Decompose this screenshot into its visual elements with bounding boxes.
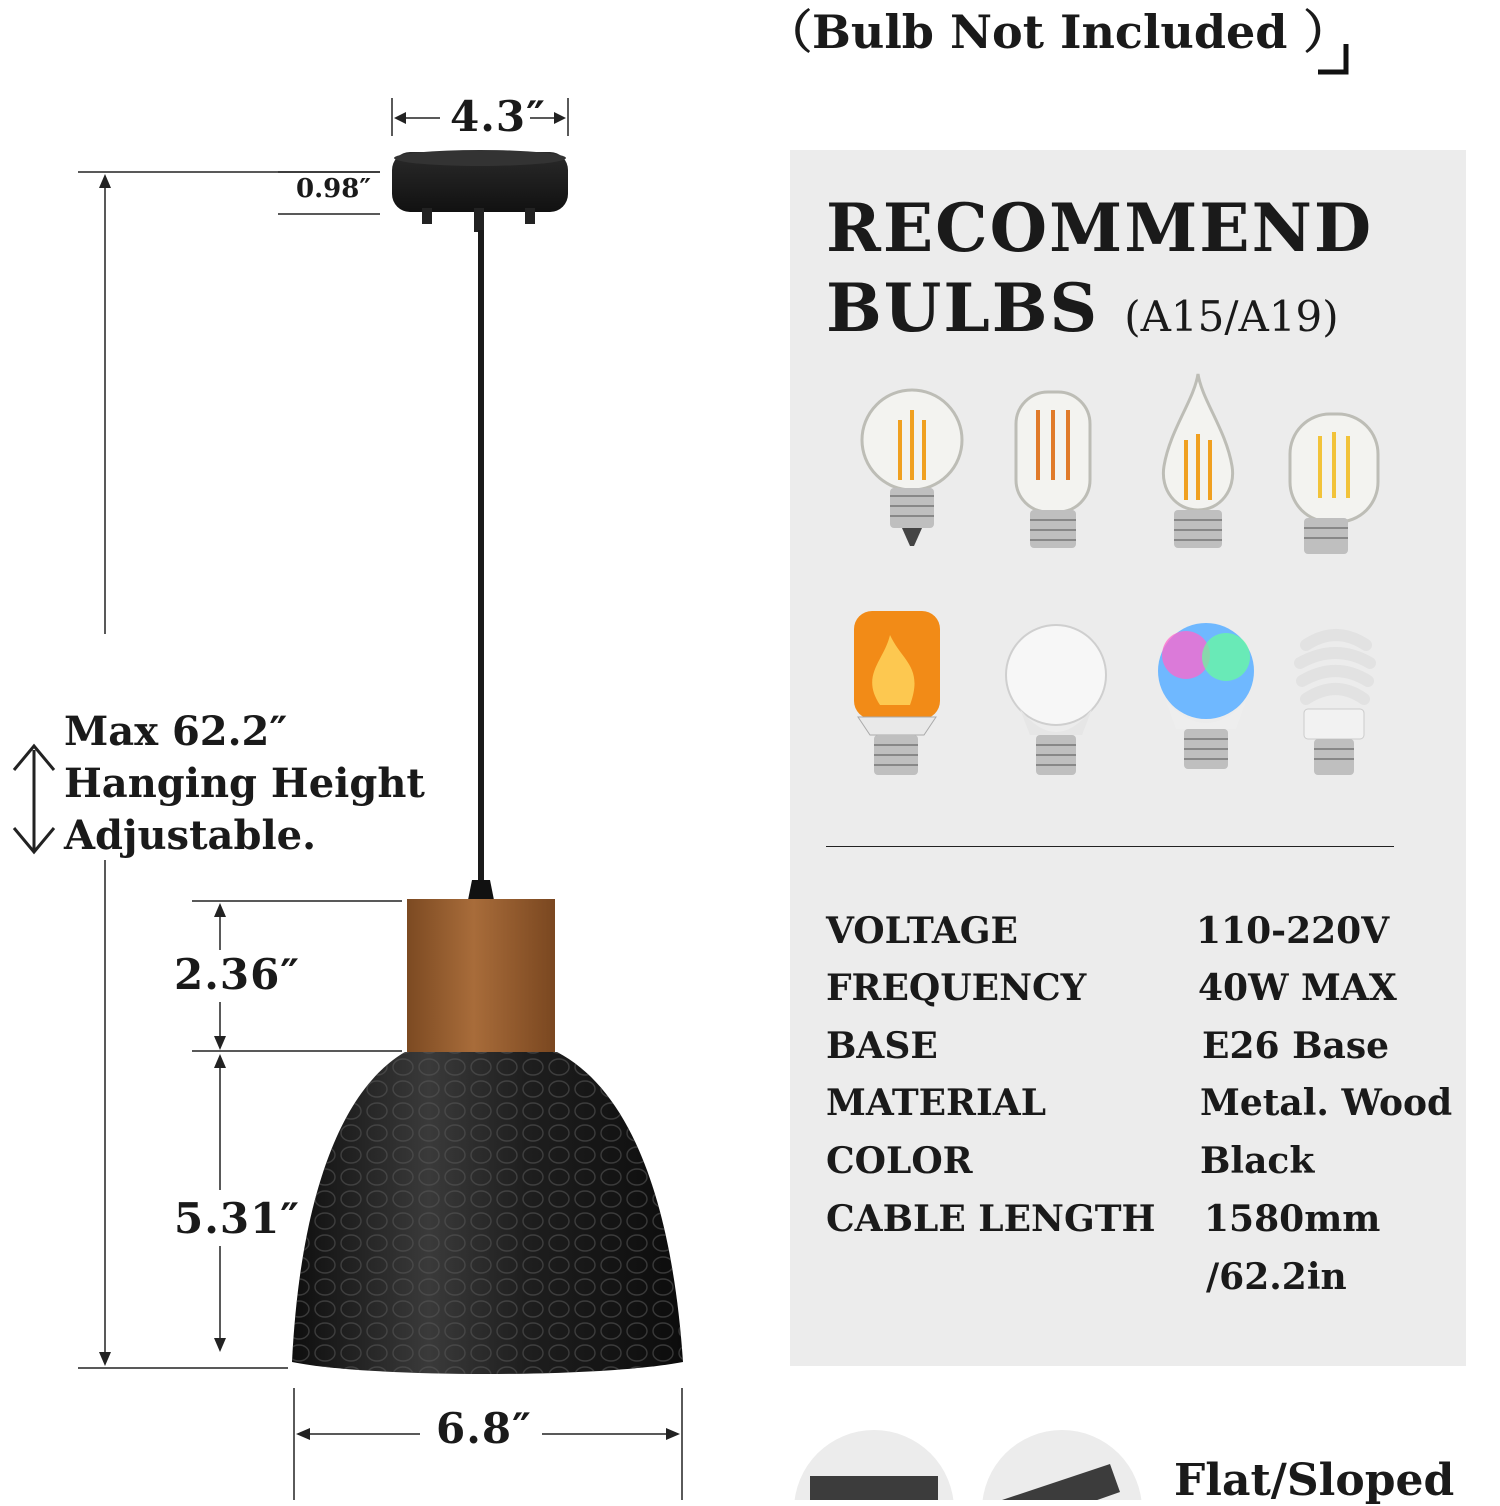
shade-width-label: 6.8″ [436,1404,532,1453]
rgb-smart-bulb-icon [1158,623,1254,769]
divider-line [826,846,1394,847]
shade-height-label: 5.31″ [174,1194,301,1243]
bulb-type-subtitle: (A15/A19) [1124,292,1339,341]
flat-sloped-label: Flat/Sloped [1174,1455,1455,1506]
flat-ceiling-icon [794,1430,954,1500]
bulb-not-included-note: （Bulb Not Included ） [766,5,1350,59]
white-led-bulb-icon [1006,625,1106,775]
spec-value-base: E26 Base [1202,1025,1389,1067]
spec-value-voltage: 110-220V [1196,910,1390,952]
flame-effect-bulb-icon [854,611,940,775]
filament-candle-bulb-icon [1163,374,1232,548]
spec-value-color: Black [1200,1140,1315,1182]
corner-mark [1310,40,1350,76]
wood-height-label: 2.36″ [174,950,301,999]
spiral-cfl-bulb-icon [1300,635,1370,775]
recommend-bulbs-title [826,188,1373,357]
spec-label-frequency: FREQUENCY [826,967,1087,1009]
canopy-width-label: 4.3″ [450,92,546,141]
spec-label-material: MATERIAL [826,1082,1047,1124]
spec-value-material: Metal. Wood [1200,1082,1453,1124]
hanging-height-note [64,706,425,862]
spec-label-voltage: VOLTAGE [826,910,1018,952]
bulb-icons-row-2 [840,605,1390,795]
ceiling-type-icons [780,1420,1160,1500]
spec-value-cable-length-inches: /62.2in [1206,1256,1347,1298]
recommend-title-line1: RECOMMEND [826,189,1374,267]
bulb-icons-row-1 [850,370,1390,570]
hanging-note-line1: Max 62.2″ [64,708,288,755]
filament-small-tube-bulb-icon [1290,414,1378,554]
canopy-height-label: 0.98″ [296,174,371,204]
recommend-title-line2: BULBS [826,269,1100,347]
filament-globe-bulb-icon [862,390,962,546]
hanging-note-line2: Hanging Height [64,760,425,807]
spec-label-base: BASE [826,1025,938,1067]
spec-label-cable-length: CABLE LENGTH [826,1198,1156,1240]
sloped-ceiling-icon [982,1430,1142,1500]
filament-tube-bulb-icon [1016,392,1090,548]
spec-label-color: COLOR [826,1140,973,1182]
spec-value-frequency: 40W MAX [1198,967,1397,1009]
hanging-note-line3: Adjustable. [64,812,317,859]
spec-value-cable-length: 1580mm [1204,1198,1381,1240]
